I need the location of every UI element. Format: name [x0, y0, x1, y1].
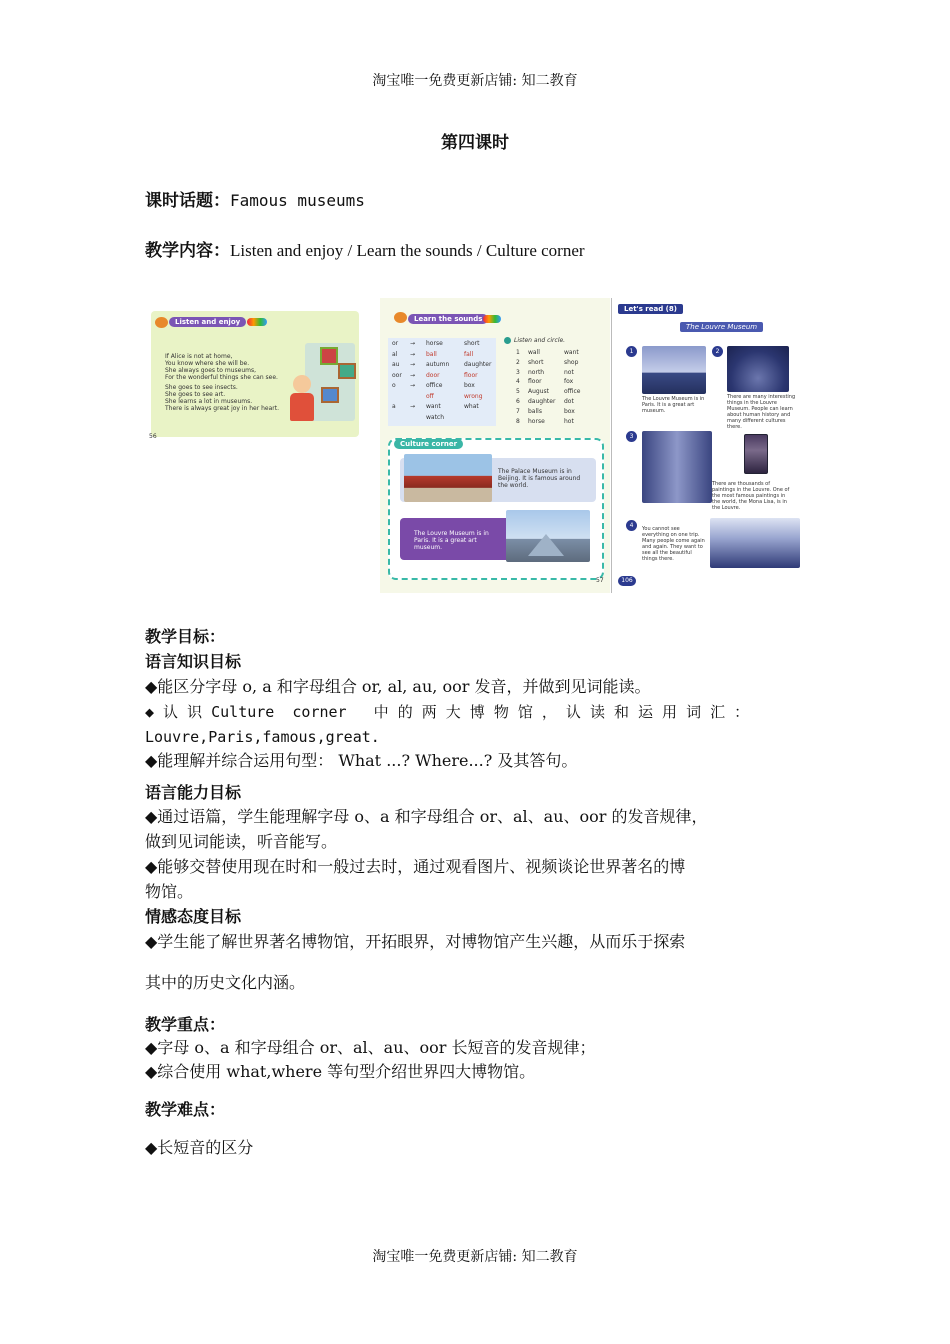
- arrow-icon: →: [410, 382, 416, 389]
- rainbow-icon: [247, 318, 267, 326]
- arrow-icon: →: [410, 350, 416, 358]
- frame-icon: [338, 363, 356, 379]
- pyramid-icon: [528, 534, 564, 556]
- ability-heading: 语言能力目标: [145, 783, 242, 802]
- sounds-cell: a: [392, 403, 396, 410]
- arrow-icon: →: [410, 371, 416, 379]
- sounds-cell: door: [426, 371, 440, 379]
- page-number: 57: [596, 577, 604, 584]
- read-text-1: The Louvre Museum is in Paris. It is a great art museum.: [642, 396, 705, 414]
- listen-circle-cell: August: [528, 388, 549, 396]
- difficulty-1: ◆长短音的区分: [145, 1138, 254, 1157]
- frame-icon: [321, 387, 339, 403]
- sounds-cell: ball: [426, 350, 437, 358]
- attitude-item-1b: 其中的历史文化内涵。: [145, 973, 306, 992]
- read-text-2: There are many interesting things in the Louvre Museum. People can learn about human history and many different cultures there.: [727, 394, 796, 430]
- poem: If Alice is not at home, You know where she will be. She always goes to museums, For the wonderful things she can see. She goes to see insects. She goes to see art. She learns a lot in museums. There is always great joy in her heart.: [165, 353, 280, 412]
- listen-circle-cell: 8: [516, 417, 520, 425]
- listen-circle-cell: wall: [528, 349, 540, 356]
- key-point-2: ◆综合使用 what,where 等句型介绍世界四大博物馆。: [145, 1062, 536, 1081]
- listen-circle-cell: 3: [516, 368, 520, 376]
- frog-icon: [394, 312, 407, 323]
- sounds-cell: or: [392, 340, 399, 347]
- knowledge-heading: 语言知识目标: [145, 652, 242, 671]
- page-header: 淘宝唯一免费更新店铺: 知二教育: [372, 73, 578, 89]
- frame-icon: [320, 347, 338, 365]
- sounds-cell: fall: [464, 350, 474, 358]
- listen-circle-cell: short: [528, 358, 544, 366]
- sounds-instruction: Listen and circle.: [514, 337, 566, 344]
- topic-line: [145, 189, 810, 213]
- sounds-cell: oor: [392, 371, 402, 379]
- listen-circle-cell: 7: [516, 407, 520, 415]
- listen-circle-cell: hot: [564, 417, 574, 425]
- listen-circle-cell: shop: [564, 358, 579, 366]
- arrow-icon: →: [410, 361, 416, 368]
- step-number: 1: [626, 346, 637, 357]
- page-footer: 淘宝唯一免费更新店铺: 知二教育: [372, 1249, 578, 1265]
- step-number: 2: [712, 346, 723, 357]
- sounds-cell: watch: [426, 413, 445, 421]
- inverted-pyramid-photo: [710, 518, 800, 568]
- learn-the-sounds-image: [380, 298, 610, 593]
- sounds-cell: horse: [426, 340, 443, 347]
- knowledge-item-3: ◆能理解并综合运用句型： What ...? Where...? 及其答句。: [145, 751, 578, 770]
- listen-circle-cell: 2: [516, 358, 520, 366]
- sounds-cell: daughter: [464, 361, 492, 368]
- sounds-cell: office: [426, 382, 443, 389]
- sounds-cell: au: [392, 361, 400, 368]
- listen-circle-cell: floor: [528, 378, 542, 386]
- listen-circle-cell: horse: [528, 417, 545, 425]
- audio-icon: [504, 337, 511, 344]
- sounds-heading: Learn the sounds: [408, 314, 488, 324]
- attitude-heading: 情感态度目标: [145, 907, 242, 926]
- sounds-cell: want: [426, 403, 441, 410]
- palace-text: The Palace Museum is in Beijing. It is famous around the world.: [498, 468, 581, 489]
- knowledge-item-2b: Louvre,Paris,famous,great.: [145, 728, 380, 746]
- louvre-interior-photo: [727, 346, 789, 392]
- gallery-photo: [642, 431, 712, 503]
- knowledge-item-2a: ◆ 认 识 Culture corner 中 的 两 大 博 物 馆 ， 认 读 和 运 用 词 汇 ：: [145, 703, 750, 721]
- step-number: 4: [626, 520, 637, 531]
- listen-circle-cell: 5: [516, 388, 520, 396]
- step-number: 3: [626, 431, 637, 442]
- arrow-icon: →: [410, 340, 416, 347]
- arrow-icon: →: [410, 403, 416, 410]
- page-number: 56: [149, 433, 157, 440]
- mona-lisa-photo: [744, 434, 768, 474]
- lesson-title: 第四课时: [441, 133, 509, 153]
- ability-item-1a: ◆通过语篇，学生能理解字母 o、a 和字母组合 or、al、au、oor 的发音规律，: [145, 807, 708, 826]
- listen-circle-cell: north: [528, 368, 545, 376]
- listen-circle-cell: daughter: [528, 398, 556, 405]
- listen-and-enjoy-image: [145, 305, 367, 445]
- sounds-cell: box: [464, 382, 475, 389]
- lets-read-image: [611, 298, 824, 593]
- palace-museum-photo: [404, 454, 492, 502]
- sounds-cell: autumn: [426, 361, 450, 368]
- listen-circle-cell: want: [564, 349, 579, 356]
- sounds-cell: short: [464, 340, 480, 347]
- sounds-cell: what: [464, 403, 479, 410]
- sounds-cell: off: [426, 392, 434, 400]
- louvre-text: The Louvre Museum is in Paris. It is a great art museum.: [414, 530, 489, 551]
- listen-circle-cell: balls: [528, 407, 542, 415]
- knowledge-item-1: ◆能区分字母 o, a 和字母组合 or, al, au, oor 发音，并做到见词能读。: [145, 677, 651, 696]
- sounds-cell: o: [392, 382, 396, 389]
- content-line: [145, 239, 810, 263]
- attitude-item-1a: ◆学生能了解世界著名博物馆，开拓眼界，对博物馆产生兴趣，从而乐于探索: [145, 932, 686, 951]
- difficulties-heading: 教学难点：: [145, 1100, 226, 1119]
- ability-item-2b: 物馆。: [145, 882, 194, 901]
- sounds-cell: al: [392, 350, 398, 358]
- read-subheading: The Louvre Museum: [680, 322, 763, 332]
- listen-circle-cell: 4: [516, 378, 520, 386]
- listen-heading: Listen and enjoy: [169, 317, 246, 327]
- topic-label: 课时话题：: [145, 191, 230, 211]
- listen-circle-cell: 6: [516, 398, 520, 405]
- content-value: Listen and enjoy / Learn the sounds / Culture corner: [230, 241, 585, 260]
- listen-circle-cell: not: [564, 368, 574, 376]
- frog-icon: [155, 317, 168, 328]
- read-heading: Let's read (8): [618, 304, 683, 314]
- objectives-heading: 教学目标：: [145, 627, 226, 646]
- ability-item-2a: ◆能够交替使用现在时和一般过去时，通过观看图片、视频谈论世界著名的博: [145, 857, 686, 876]
- read-text-3: There are thousands of paintings in the Louvre. One of the most famous paintings in the world, the Mona Lisa, is in the Louvre.: [712, 481, 790, 511]
- listen-circle-cell: office: [564, 388, 581, 396]
- sounds-cell: floor: [464, 371, 478, 379]
- key-point-1: ◆字母 o、a 和字母组合 or、al、au、oor 长短音的发音规律；: [145, 1038, 596, 1057]
- listen-circle-cell: fox: [564, 378, 574, 386]
- girl-dress: [290, 393, 314, 421]
- listen-circle-cell: 1: [516, 349, 520, 356]
- listen-circle-cell: dot: [564, 398, 574, 405]
- ability-item-1b: 做到见词能读，听音能写。: [145, 832, 338, 851]
- listen-circle-cell: box: [564, 407, 575, 415]
- topic-value: Famous museums: [230, 191, 365, 210]
- key-points-heading: 教学重点：: [145, 1015, 226, 1034]
- girl-figure: [293, 375, 311, 393]
- sounds-cell: wrong: [464, 392, 483, 400]
- read-text-4: You cannot see everything on one trip. Many people come again and again. They want to see all the beautiful things there.: [642, 526, 705, 562]
- culture-heading: Culture corner: [394, 439, 463, 449]
- rainbow-icon: [483, 315, 501, 323]
- page-number: 106: [618, 576, 636, 586]
- louvre-pyramid-photo: [642, 346, 706, 394]
- content-label: 教学内容：: [145, 241, 230, 261]
